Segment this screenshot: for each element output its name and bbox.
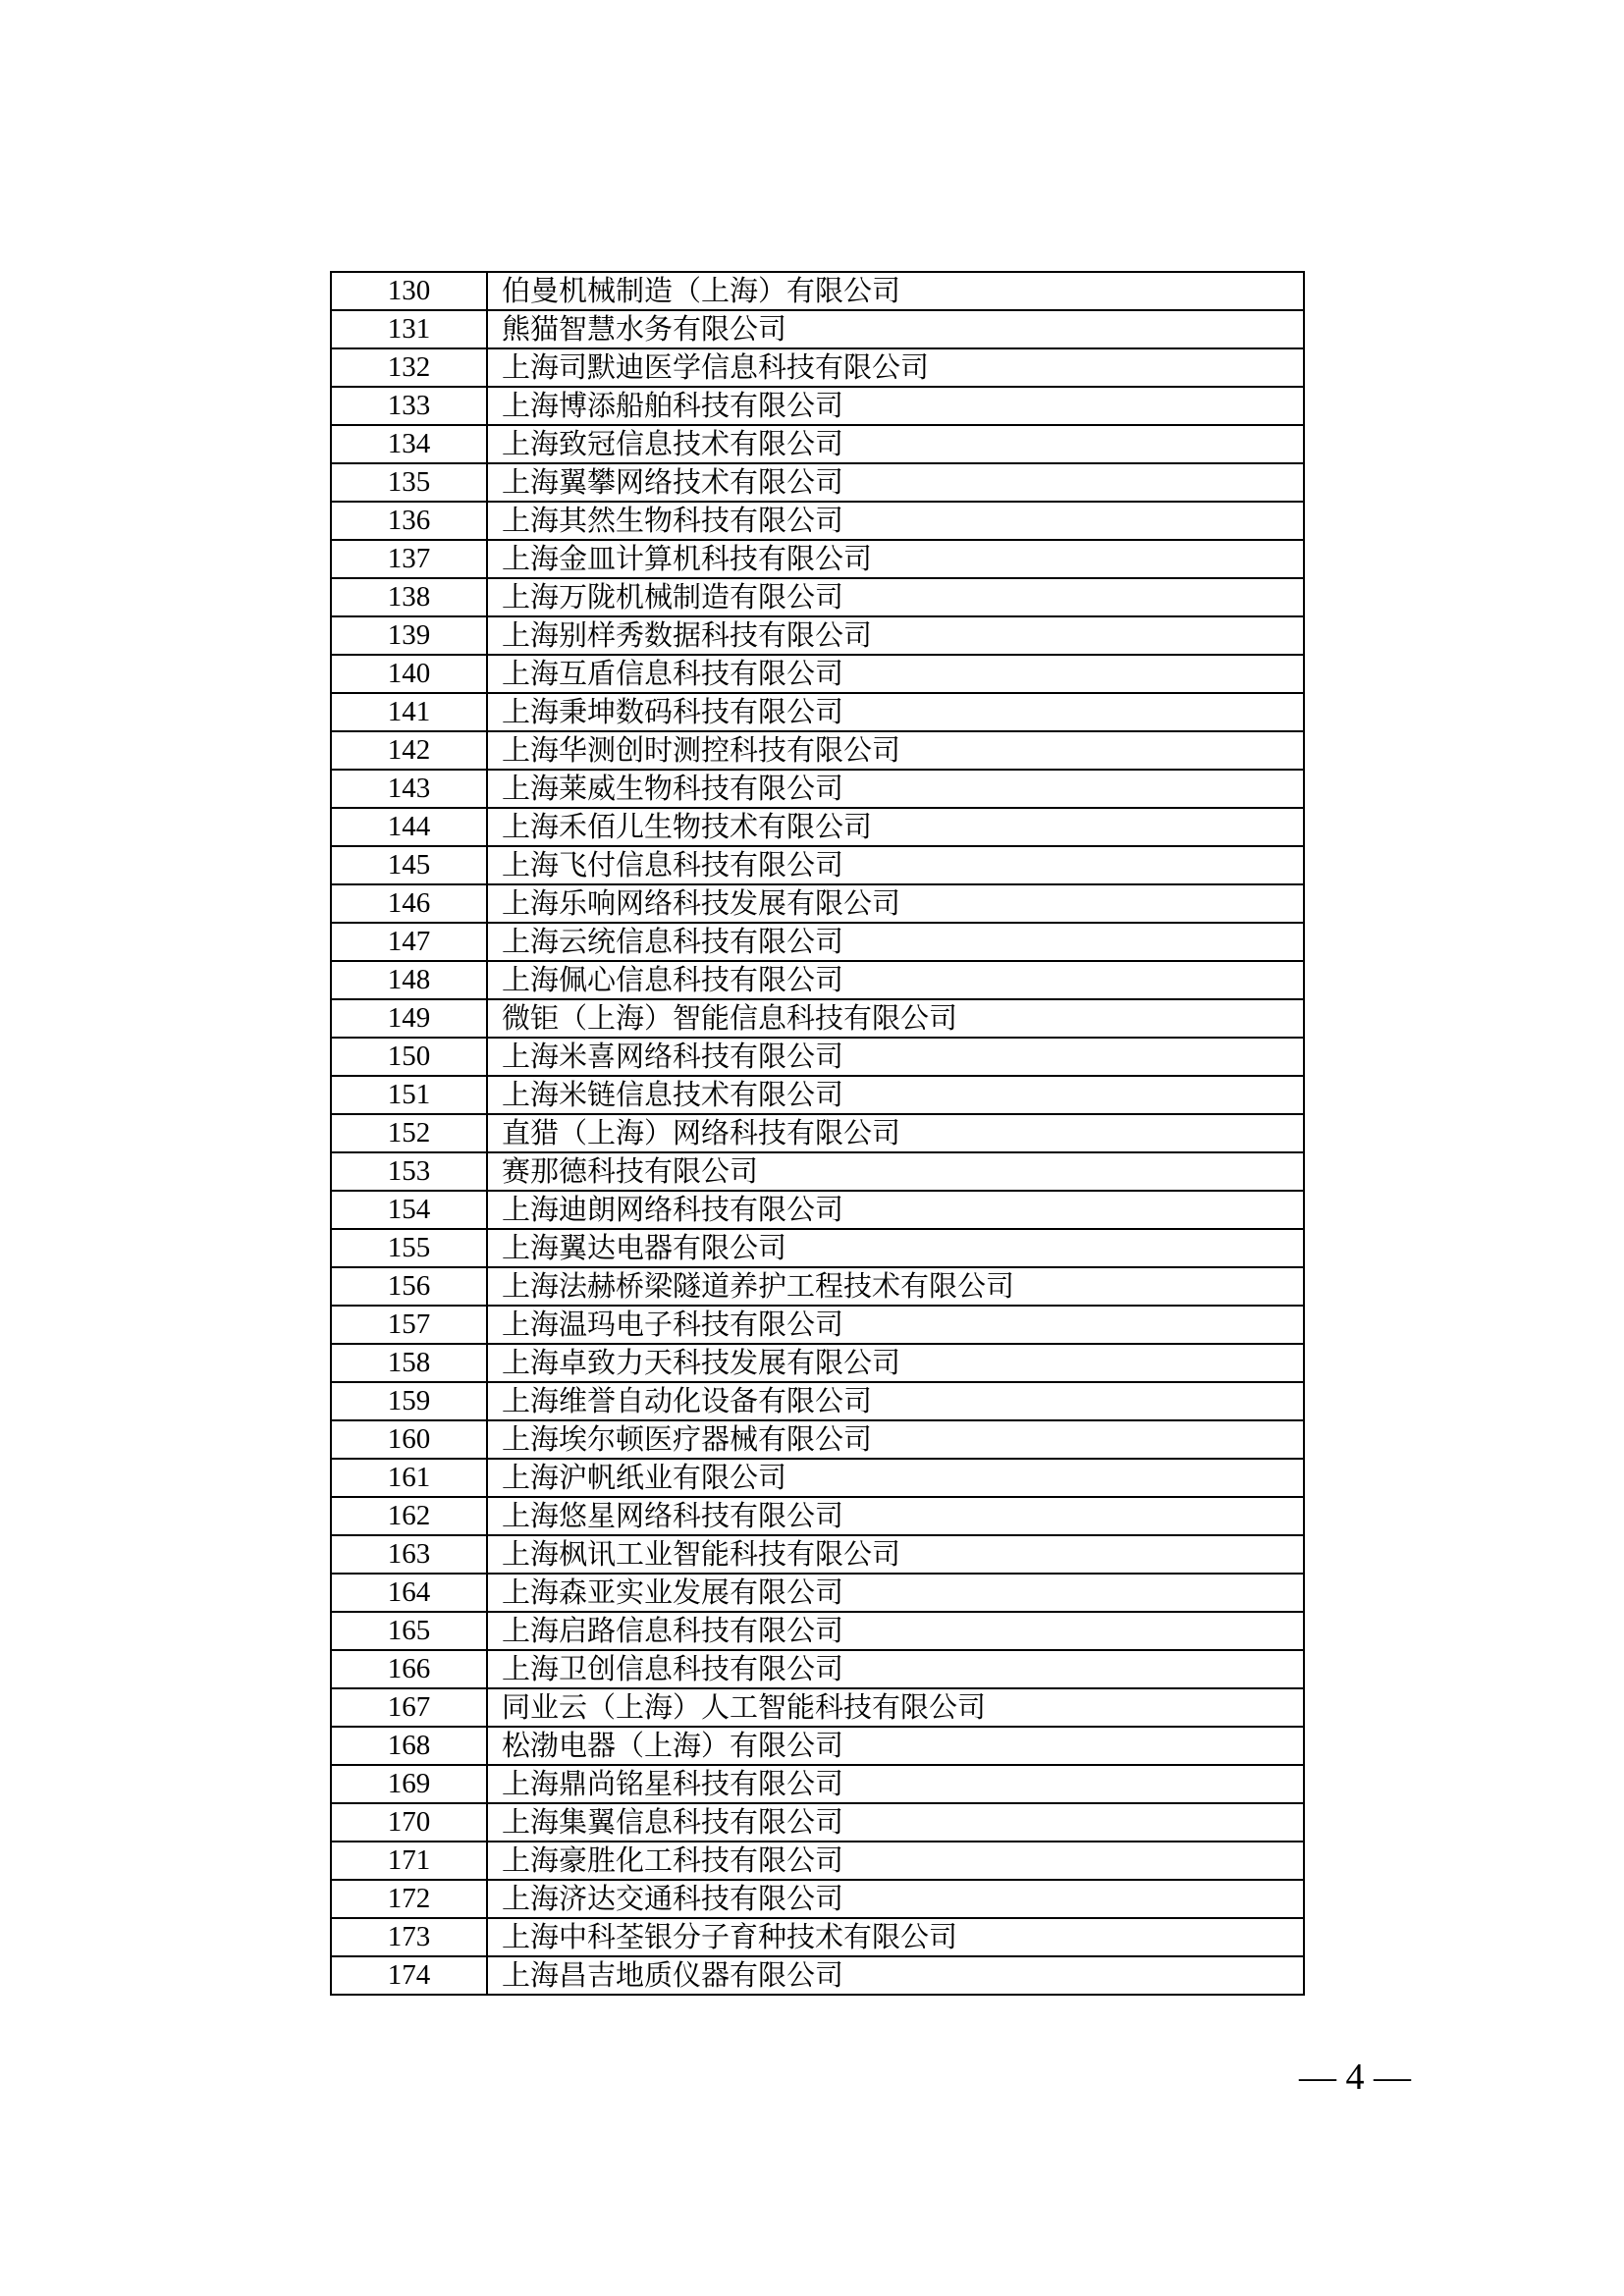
company-name: 上海翼达电器有限公司 bbox=[487, 1229, 1304, 1267]
company-name: 松渤电器（上海）有限公司 bbox=[487, 1727, 1304, 1765]
company-name: 上海悠星网络科技有限公司 bbox=[487, 1497, 1304, 1535]
company-name: 上海卫创信息科技有限公司 bbox=[487, 1650, 1304, 1688]
row-number: 153 bbox=[331, 1152, 487, 1191]
row-number: 172 bbox=[331, 1880, 487, 1918]
row-number: 131 bbox=[331, 310, 487, 348]
row-number: 140 bbox=[331, 655, 487, 693]
company-name: 上海华测创时测控科技有限公司 bbox=[487, 731, 1304, 770]
row-number: 158 bbox=[331, 1344, 487, 1382]
table-row bbox=[331, 693, 1304, 731]
table-row bbox=[331, 1152, 1304, 1191]
table-row bbox=[331, 1191, 1304, 1229]
row-number: 137 bbox=[331, 540, 487, 578]
row-number: 163 bbox=[331, 1535, 487, 1574]
row-number: 159 bbox=[331, 1382, 487, 1420]
table-row bbox=[331, 1574, 1304, 1612]
row-number: 160 bbox=[331, 1420, 487, 1459]
company-name: 上海温玛电子科技有限公司 bbox=[487, 1306, 1304, 1344]
table-row bbox=[331, 923, 1304, 961]
table-row bbox=[331, 540, 1304, 578]
table-row bbox=[331, 884, 1304, 923]
table-row bbox=[331, 846, 1304, 884]
row-number: 142 bbox=[331, 731, 487, 770]
row-number: 165 bbox=[331, 1612, 487, 1650]
row-number: 134 bbox=[331, 425, 487, 463]
company-name: 上海鼎尚铭星科技有限公司 bbox=[487, 1765, 1304, 1803]
company-name: 伯曼机械制造（上海）有限公司 bbox=[487, 272, 1304, 310]
company-name: 上海云统信息科技有限公司 bbox=[487, 923, 1304, 961]
company-name: 上海其然生物科技有限公司 bbox=[487, 502, 1304, 540]
row-number: 139 bbox=[331, 616, 487, 655]
table-row bbox=[331, 808, 1304, 846]
table-row bbox=[331, 310, 1304, 348]
company-list-table bbox=[330, 271, 1305, 1996]
company-name: 上海昌吉地质仪器有限公司 bbox=[487, 1956, 1304, 1995]
table-row bbox=[331, 1880, 1304, 1918]
row-number: 169 bbox=[331, 1765, 487, 1803]
company-name: 上海博添船舶科技有限公司 bbox=[487, 387, 1304, 425]
row-number: 171 bbox=[331, 1842, 487, 1880]
table-row bbox=[331, 770, 1304, 808]
table-row bbox=[331, 1038, 1304, 1076]
table-row bbox=[331, 1688, 1304, 1727]
row-number: 143 bbox=[331, 770, 487, 808]
row-number: 170 bbox=[331, 1803, 487, 1842]
row-number: 167 bbox=[331, 1688, 487, 1727]
company-name: 上海沪帆纸业有限公司 bbox=[487, 1459, 1304, 1497]
table-row bbox=[331, 616, 1304, 655]
table-row bbox=[331, 463, 1304, 502]
row-number: 144 bbox=[331, 808, 487, 846]
table-row bbox=[331, 999, 1304, 1038]
table-row bbox=[331, 502, 1304, 540]
table-row bbox=[331, 1382, 1304, 1420]
company-name: 上海森亚实业发展有限公司 bbox=[487, 1574, 1304, 1612]
company-name: 上海金皿计算机科技有限公司 bbox=[487, 540, 1304, 578]
table-row bbox=[331, 1765, 1304, 1803]
company-name: 上海司默迪医学信息科技有限公司 bbox=[487, 348, 1304, 387]
table-row bbox=[331, 1650, 1304, 1688]
row-number: 138 bbox=[331, 578, 487, 616]
row-number: 157 bbox=[331, 1306, 487, 1344]
company-name: 上海枫讯工业智能科技有限公司 bbox=[487, 1535, 1304, 1574]
row-number: 136 bbox=[331, 502, 487, 540]
company-name: 上海莱威生物科技有限公司 bbox=[487, 770, 1304, 808]
row-number: 150 bbox=[331, 1038, 487, 1076]
row-number: 152 bbox=[331, 1114, 487, 1152]
company-name: 赛那德科技有限公司 bbox=[487, 1152, 1304, 1191]
company-name: 微钜（上海）智能信息科技有限公司 bbox=[487, 999, 1304, 1038]
row-number: 132 bbox=[331, 348, 487, 387]
company-name: 上海中科荃银分子育种技术有限公司 bbox=[487, 1918, 1304, 1956]
company-name: 上海济达交通科技有限公司 bbox=[487, 1880, 1304, 1918]
company-list-body bbox=[331, 272, 1304, 1995]
company-name: 上海飞付信息科技有限公司 bbox=[487, 846, 1304, 884]
row-number: 166 bbox=[331, 1650, 487, 1688]
company-name: 上海米链信息技术有限公司 bbox=[487, 1076, 1304, 1114]
company-name: 上海乐响网络科技发展有限公司 bbox=[487, 884, 1304, 923]
company-name: 上海卓致力天科技发展有限公司 bbox=[487, 1344, 1304, 1382]
company-name: 上海埃尔顿医疗器械有限公司 bbox=[487, 1420, 1304, 1459]
table-row bbox=[331, 1535, 1304, 1574]
table-row bbox=[331, 961, 1304, 999]
row-number: 173 bbox=[331, 1918, 487, 1956]
company-name: 直猎（上海）网络科技有限公司 bbox=[487, 1114, 1304, 1152]
table-row bbox=[331, 1344, 1304, 1382]
row-number: 135 bbox=[331, 463, 487, 502]
company-name: 上海别样秀数据科技有限公司 bbox=[487, 616, 1304, 655]
row-number: 141 bbox=[331, 693, 487, 731]
table-row bbox=[331, 1842, 1304, 1880]
row-number: 133 bbox=[331, 387, 487, 425]
table-row bbox=[331, 272, 1304, 310]
page-number: — 4 — bbox=[1299, 2056, 1411, 2098]
row-number: 145 bbox=[331, 846, 487, 884]
table-row bbox=[331, 387, 1304, 425]
table-row bbox=[331, 1918, 1304, 1956]
company-name: 上海互盾信息科技有限公司 bbox=[487, 655, 1304, 693]
company-name: 上海佩心信息科技有限公司 bbox=[487, 961, 1304, 999]
table-row bbox=[331, 1114, 1304, 1152]
table-row bbox=[331, 1076, 1304, 1114]
row-number: 161 bbox=[331, 1459, 487, 1497]
row-number: 168 bbox=[331, 1727, 487, 1765]
company-name: 上海翼攀网络技术有限公司 bbox=[487, 463, 1304, 502]
company-name: 上海启路信息科技有限公司 bbox=[487, 1612, 1304, 1650]
row-number: 155 bbox=[331, 1229, 487, 1267]
row-number: 174 bbox=[331, 1956, 487, 1995]
company-name: 上海米喜网络科技有限公司 bbox=[487, 1038, 1304, 1076]
row-number: 149 bbox=[331, 999, 487, 1038]
table-row bbox=[331, 1727, 1304, 1765]
table-row bbox=[331, 1803, 1304, 1842]
table-row bbox=[331, 348, 1304, 387]
table-row bbox=[331, 425, 1304, 463]
row-number: 146 bbox=[331, 884, 487, 923]
company-name: 上海万陇机械制造有限公司 bbox=[487, 578, 1304, 616]
table-row bbox=[331, 578, 1304, 616]
company-name: 上海法赫桥梁隧道养护工程技术有限公司 bbox=[487, 1267, 1304, 1306]
table-row bbox=[331, 1229, 1304, 1267]
company-name: 上海致冠信息技术有限公司 bbox=[487, 425, 1304, 463]
table-row bbox=[331, 1612, 1304, 1650]
company-name: 上海迪朗网络科技有限公司 bbox=[487, 1191, 1304, 1229]
table-row bbox=[331, 1267, 1304, 1306]
table-row bbox=[331, 655, 1304, 693]
company-name: 熊猫智慧水务有限公司 bbox=[487, 310, 1304, 348]
company-name: 上海禾佰儿生物技术有限公司 bbox=[487, 808, 1304, 846]
row-number: 162 bbox=[331, 1497, 487, 1535]
table-row bbox=[331, 731, 1304, 770]
company-name: 上海维誉自动化设备有限公司 bbox=[487, 1382, 1304, 1420]
row-number: 156 bbox=[331, 1267, 487, 1306]
row-number: 148 bbox=[331, 961, 487, 999]
company-name: 上海集翼信息科技有限公司 bbox=[487, 1803, 1304, 1842]
company-name: 上海豪胜化工科技有限公司 bbox=[487, 1842, 1304, 1880]
table-row bbox=[331, 1956, 1304, 1995]
row-number: 164 bbox=[331, 1574, 487, 1612]
table-row bbox=[331, 1420, 1304, 1459]
row-number: 151 bbox=[331, 1076, 487, 1114]
row-number: 130 bbox=[331, 272, 487, 310]
company-name: 同业云（上海）人工智能科技有限公司 bbox=[487, 1688, 1304, 1727]
company-name: 上海秉坤数码科技有限公司 bbox=[487, 693, 1304, 731]
row-number: 154 bbox=[331, 1191, 487, 1229]
row-number: 147 bbox=[331, 923, 487, 961]
table-row bbox=[331, 1306, 1304, 1344]
table-row bbox=[331, 1459, 1304, 1497]
table-row bbox=[331, 1497, 1304, 1535]
